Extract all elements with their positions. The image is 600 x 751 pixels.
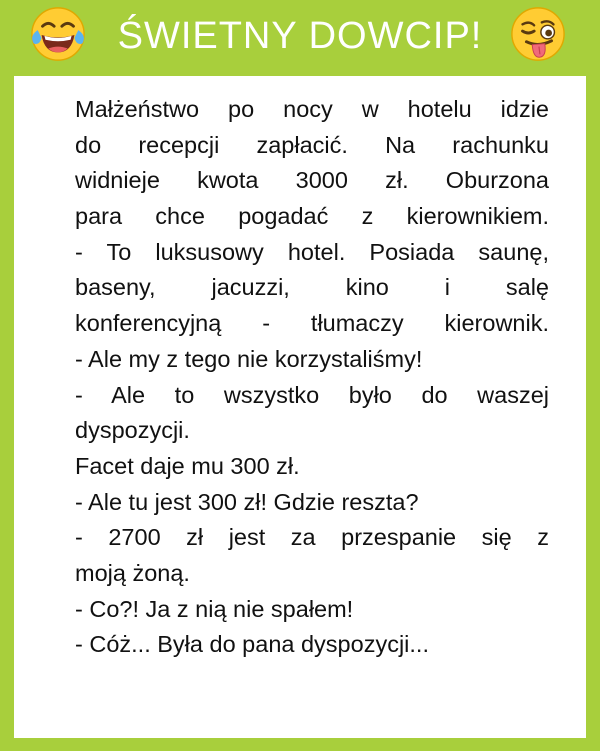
joke-line: do recepcji zapłacić. Na rachunku	[75, 131, 549, 158]
joke-line: baseny, jacuzzi, kino i salę	[75, 274, 549, 301]
joke-line: - Cóż... Była do pana dyspozycji...	[75, 631, 429, 658]
joke-line: moją żoną.	[75, 559, 190, 586]
joke-line: Małżeństwo po nocy w hotelu idzie	[75, 96, 549, 122]
joke-text	[75, 92, 549, 663]
joke-line: para chce pogadać z kierownikiem.	[75, 203, 549, 230]
joke-line: - Ale to wszystko było do waszej	[75, 381, 549, 408]
joke-line: - Co?! Ja z nią nie spałem!	[75, 595, 354, 622]
header-banner	[0, 0, 600, 76]
joke-line: - Ale my z tego nie korzystaliśmy!	[75, 345, 423, 372]
joke-line: widnieje kwota 3000 zł. Oburzona	[75, 167, 549, 194]
page-title: ŚWIETNY DOWCIP!	[117, 15, 483, 57]
joke-line: - Ale tu jest 300 zł! Gdzie reszta?	[75, 488, 419, 515]
joke-line: Facet daje mu 300 zł.	[75, 452, 300, 479]
joke-line: - 2700 zł jest za przespanie się z	[75, 524, 549, 551]
joke-card	[14, 76, 586, 738]
joke-line: dyspozycji.	[75, 417, 190, 444]
winking-tongue-emoji-icon	[509, 5, 567, 63]
joke-line: - To luksusowy hotel. Posiada saunę,	[75, 238, 549, 265]
joke-line: konferencyjną - tłumaczy kierownik.	[75, 310, 549, 337]
